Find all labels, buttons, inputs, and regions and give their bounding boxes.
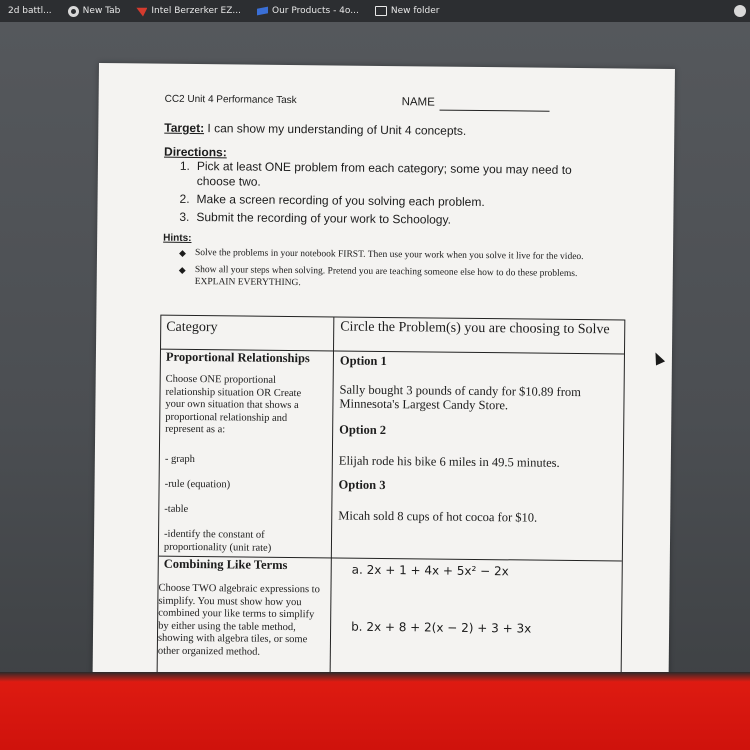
- bookmark-new-folder[interactable]: [367, 0, 448, 22]
- bookmarks-bar: [0, 0, 750, 22]
- bookmark-2d-battle[interactable]: [0, 0, 60, 22]
- option-text[interactable]: Micah sold 8 cups of hot cocoa for $10.: [338, 508, 538, 525]
- screen-edge: [0, 672, 750, 682]
- list-item: -identify the constant of proportionality (unit rate): [163, 528, 272, 554]
- section-description: Choose TWO algebraic expressions to simplify. You must show how you combined your like terms to simplify by either using the table method, showing with algebra tiles, or some other organized method.: [157, 582, 320, 658]
- problem-table: [157, 315, 626, 682]
- bookmark-label: Intel Berzerker EZ...: [151, 6, 241, 16]
- directions-list: [179, 159, 580, 232]
- bullet-icon: ◆: [178, 247, 186, 258]
- new-tab-icon: [68, 6, 79, 17]
- bookmark-new-tab[interactable]: [60, 0, 129, 22]
- name-blank-line: [440, 110, 550, 112]
- option-title: Option 3: [338, 477, 386, 493]
- bookmark-label: 2d battl...: [8, 6, 52, 16]
- target-text: I can show my understanding of Unit 4 concepts.: [204, 121, 467, 138]
- profile-icon[interactable]: [734, 5, 746, 17]
- bookmark-intel-berzerker[interactable]: [128, 0, 249, 22]
- section-title: Combining Like Terms: [163, 556, 288, 572]
- list-item: [179, 192, 579, 211]
- name-label: NAME: [401, 96, 435, 109]
- bookmark-our-products[interactable]: [249, 0, 367, 22]
- list-item: -rule (equation): [164, 478, 231, 491]
- list-item: - graph: [164, 453, 195, 466]
- bookmark-label: New folder: [390, 6, 440, 16]
- list-item: [179, 264, 589, 292]
- list-text: Submit the recording of your work to Schoology.: [196, 210, 452, 227]
- header-circle-problem: Circle the Problem(s) you are choosing to Solve: [340, 319, 610, 338]
- header-category: Category: [166, 319, 218, 336]
- list-text: Make a screen recording of you solving each problem.: [196, 192, 485, 210]
- list-item: [180, 159, 580, 193]
- products-icon: [257, 6, 268, 17]
- list-text: Show all your steps when solving. Pretend you are teaching someone else how to do these problems. EXPLAIN EVERYTHING.: [194, 265, 578, 289]
- hints-heading: Hints:: [163, 232, 192, 244]
- list-item: [179, 247, 589, 263]
- hints-list: [179, 247, 589, 297]
- folder-icon: [375, 6, 387, 16]
- bookmark-label: Our Products - 4o...: [272, 6, 359, 16]
- list-text: Pick at least ONE problem from each category; some you may need to choose two.: [196, 159, 572, 189]
- list-number: 2.: [179, 191, 190, 206]
- expression-a[interactable]: a. 2x + 1 + 4x + 5x² − 2x: [351, 562, 509, 579]
- list-text: Solve the problems in your notebook FIRST. Then use your work when you solve it live for the video.: [194, 248, 584, 263]
- bookmark-label: New Tab: [82, 6, 121, 16]
- intel-icon: [136, 6, 147, 17]
- option-title: Option 2: [339, 422, 387, 438]
- list-item: -table: [164, 503, 189, 515]
- section-title: Proportional Relationships: [165, 349, 310, 366]
- expression-b[interactable]: b. 2x + 8 + 2(x − 2) + 3 + 3x: [351, 619, 532, 636]
- worksheet-page: [93, 63, 675, 689]
- list-number: 1.: [179, 158, 191, 173]
- bullet-icon: ◆: [178, 264, 186, 275]
- list-number: 3.: [179, 209, 190, 224]
- worksheet-title: CC2 Unit 4 Performance Task: [164, 93, 297, 107]
- section-description: Choose ONE proportional relationship situation OR Create your own situation that shows a proportional relationship and represent as a:: [165, 373, 302, 436]
- column-divider: [330, 317, 335, 677]
- target-label: Target:: [164, 120, 205, 136]
- option-text[interactable]: Sally bought 3 pounds of candy for $10.89 from Minnesota's Largest Candy Store.: [339, 382, 581, 413]
- option-text[interactable]: Elijah rode his bike 6 miles in 49.5 minutes.: [338, 453, 560, 470]
- directions-heading: Directions:: [164, 144, 227, 160]
- list-item: [179, 210, 579, 229]
- option-title: Option 1: [339, 353, 387, 369]
- target-statement: [164, 121, 466, 138]
- red-desk-surface: [0, 672, 750, 750]
